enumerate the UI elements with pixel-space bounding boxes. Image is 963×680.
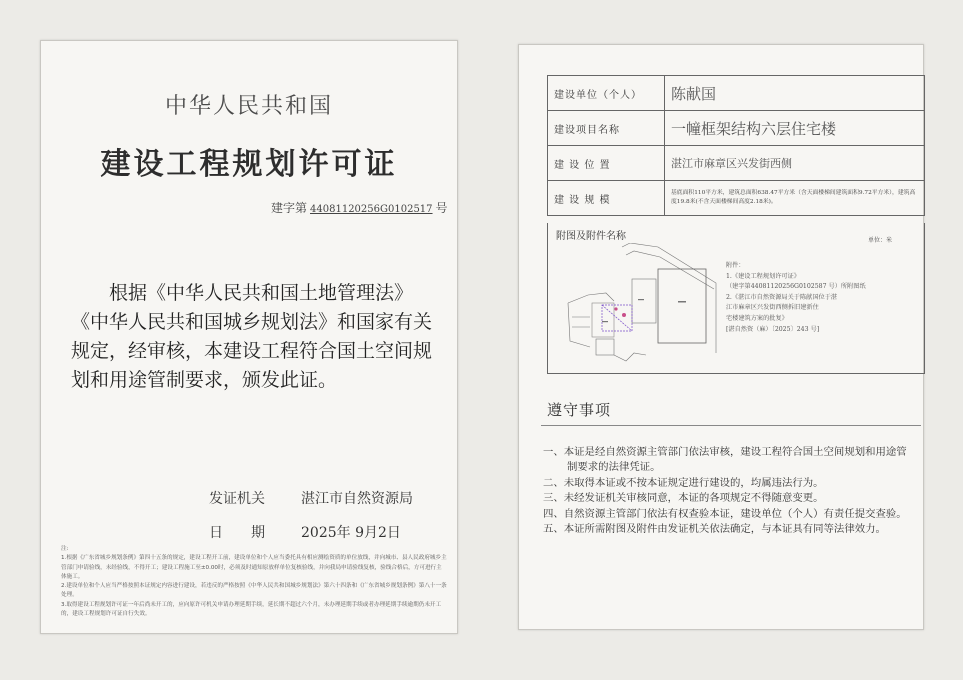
attachment-line: （建字第44081120256G0102587 号）所附图纸 (726, 283, 866, 291)
location-value: 湛江市麻章区兴发街西侧 (665, 146, 925, 181)
permit-details-page (518, 44, 924, 630)
note-item: 1.根据《广东省城乡规划条例》第四十五条的规定，建设工程开工前，建设单位和个人应当委托具有相应测绘资质的单位放线，并向城市、县人民政府城乡主管部门申请验线，未经验线，不得开工；建设工程施工至±0.00时，必须及时通知原放样单位复核验线，并向我局申请验线复核，验线合格后，方可进行主体施工。 (61, 555, 447, 580)
site-marker-icon (622, 313, 626, 317)
preamble-text: 根据《中华人民共和国土地管理法》《中华人民共和国城乡规划法》和国家有关规定，经审核，本建设工程符合国土空间规划和用途管制要求，颁发此证。 (71, 282, 433, 391)
rules-list (543, 445, 913, 537)
table-row (548, 111, 925, 146)
unit-label: 单位：米 (868, 237, 893, 244)
table-row (548, 181, 925, 216)
note-item: 3.取得建设工程规划许可证一年后尚未开工的，应向原许可机关申请办理延期手续，延长期不超过六个月，未办理延期手续或者办理延期手续逾期仍未开工的，建设工程规划许可证自行失效。 (61, 601, 442, 618)
table-row (548, 146, 925, 181)
permit-info-table (547, 75, 925, 216)
issuer-value: 湛江市自然资源局 (301, 491, 413, 507)
permit-number-prefix: 建字第 (271, 201, 308, 215)
date-row (209, 522, 401, 542)
notes-section (61, 545, 447, 619)
permit-number-suffix: 号 (435, 201, 448, 215)
table-row (548, 76, 925, 111)
rules-title: 遵守事项 (547, 401, 612, 419)
attachments-label: 附图及附件名称 (556, 231, 626, 242)
permit-number-row (271, 199, 448, 216)
divider (541, 425, 921, 426)
permit-number: 44081120256G0102517 (310, 204, 433, 215)
country-name: 中华人民共和国 (164, 94, 333, 119)
row-label: 建 设 规 模 (548, 181, 665, 216)
issuer-label: 发证机关 (209, 491, 265, 507)
rule-item: 三、未经发证机关审核同意，本证的各项规定不得随意变更。 (543, 492, 824, 505)
applicant-value: 陈献国 (665, 76, 925, 111)
note-item: 2.建设单位和个人应当严格按照本证规定内容进行建设，若违反的严格按照《中华人民共和国城乡规划法》第六十四条和《广东省城乡规划条例》第八十一条处理。 (61, 583, 447, 599)
notes-title: 注: (61, 546, 69, 552)
attachment-line: 1.《建设工程规划许可证》 (726, 272, 800, 280)
certificate-title: 建设工程规划许可证 (100, 147, 398, 182)
rule-item: 一、本证是经自然资源主管部门依法审核，建设工程符合国土空间规划和用途管制要求的法律凭证。 (543, 446, 907, 474)
attachment-line: 2.《湛江市自然资源局关于陈献国位于湛 (726, 293, 838, 301)
attachments-list (726, 261, 922, 335)
project-name-value: 一幢框架结构六层住宅楼 (665, 111, 925, 146)
row-label: 建 设 位 置 (548, 146, 665, 181)
scale-value: 基底面积110平方米，建筑总面积638.47平方米（含天面楼梯间建筑面积9.72平方米），建筑高度19.8米(不含天面楼梯间高度2.18米)。 (665, 181, 925, 216)
date-value: 2025年 9月2日 (301, 525, 401, 541)
rule-item: 五、本证所需附图及附件由发证机关依法确定，与本证具有同等法律效力。 (543, 523, 886, 536)
attachment-line: 附件： (726, 262, 745, 269)
permit-cover-page (40, 40, 458, 634)
issuer-row (209, 488, 413, 508)
site-plan-drawing (566, 243, 722, 371)
site-marker-icon (614, 307, 617, 310)
attachment-line: 宅楼建筑方案的批复》 (726, 314, 788, 322)
row-label: 建设单位（个人） (548, 76, 665, 111)
attachments-box (547, 223, 925, 374)
rule-item: 四、自然资源主管部门依法有权查验本证，建设单位（个人）有责任提交查验。 (543, 507, 907, 520)
rule-item: 二、未取得本证或不按本证规定进行建设的，均属违法行为。 (543, 476, 824, 489)
date-label: 日 期 (209, 525, 265, 541)
attachment-line: 江市麻章区兴发街西侧拆旧建新住 (726, 304, 819, 312)
row-label: 建设项目名称 (548, 111, 665, 146)
attachment-line: [湛自然资（麻）〔2025〕243 号] (726, 325, 820, 333)
